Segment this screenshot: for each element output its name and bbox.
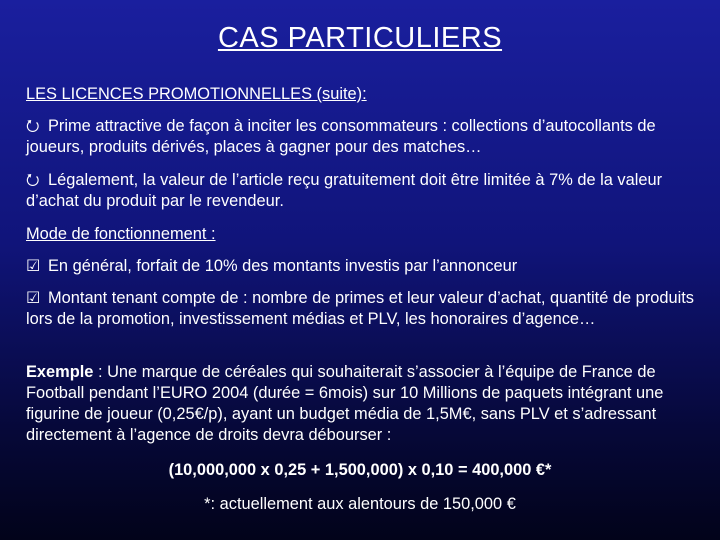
- check-item: [26, 256, 698, 277]
- footnote: *: actuellement aux alentours de 150,000 €: [204, 495, 516, 513]
- bullet-text: Prime attractive de façon à inciter les consommateurs : collections d’autocollants de joueurs, produits dérivés, places à gagner pour des matches…: [26, 117, 656, 156]
- bullet-item: [26, 116, 698, 158]
- checkbox-icon: ☑: [26, 258, 41, 275]
- example-text: : Une marque de céréales qui souhaiterait s’associer à l’équipe de France de Football pendant l’EURO 2004 (durée = 6mois) sur 10 Millions de paquets intégrant une figurine de joueur (0,25€/p), ayant un budget média de 1,5M€, sans PLV et s’adressant directement à l’agence de droits devra débourser :: [26, 363, 664, 444]
- slide-title: CAS PARTICULIERS: [217, 22, 503, 54]
- checkbox-icon: ☑: [26, 290, 41, 307]
- example-paragraph: [26, 362, 698, 446]
- mode-heading: Mode de fonctionnement :: [26, 225, 216, 243]
- curved-arrow-icon: ⭮: [26, 172, 40, 189]
- check-text: En général, forfait de 10% des montants investis par l’annonceur: [48, 257, 518, 275]
- curved-arrow-icon: ⭮: [26, 118, 40, 135]
- example-label: Exemple: [26, 363, 94, 381]
- check-text: Montant tenant compte de : nombre de primes et leur valeur d’achat, quantité de produits lors de la promotion, investissement médias et PLV, les honoraires d’agence…: [26, 289, 694, 328]
- formula: (10,000,000 x 0,25 + 1,500,000) x 0,10 = 400,000 €*: [168, 461, 552, 479]
- bullet-item: [26, 170, 698, 212]
- check-item: [26, 288, 698, 330]
- bullet-text: Légalement, la valeur de l’article reçu gratuitement doit être limitée à 7% de la valeur d’achat du produit par le revendeur.: [26, 171, 663, 210]
- section-heading: LES LICENCES PROMOTIONNELLES (suite):: [26, 85, 367, 103]
